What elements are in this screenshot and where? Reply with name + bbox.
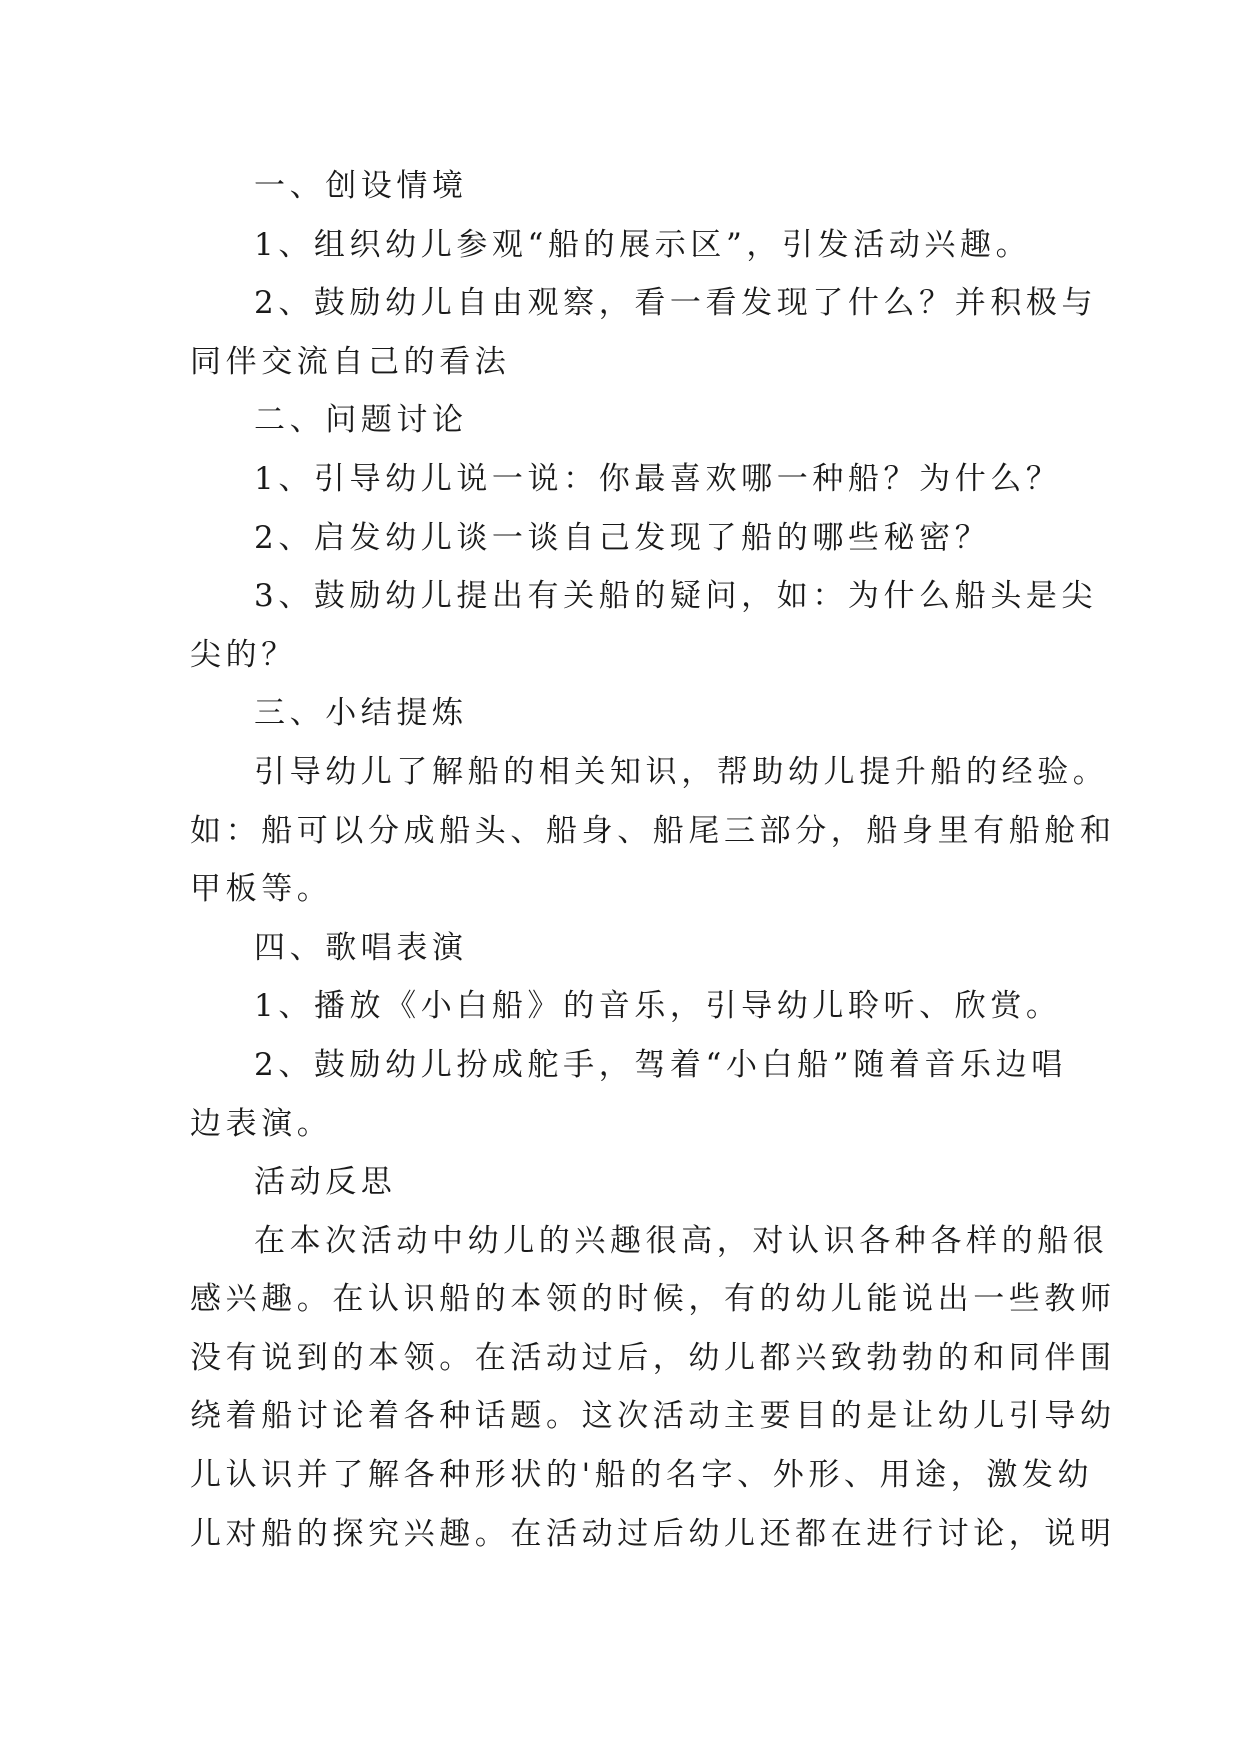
paragraph-line: 同伴交流自己的看法 [190,343,511,380]
paragraph-line: 2、启发幼儿谈一谈自己发现了船的哪些秘密？ [254,519,991,556]
section-heading-4: 四、歌唱表演 [254,929,468,966]
paragraph-line: 甲板等。 [190,871,333,908]
paragraph-line: 绕着船讨论着各种话题。这次活动主要目的是让幼儿引导幼 [190,1398,1116,1435]
paragraph-line: 尖的？ [190,636,297,673]
paragraph-line: 1、播放《小白船》的音乐，引导幼儿聆听、欣赏。 [254,988,1062,1025]
section-heading-reflection: 活动反思 [254,1164,397,1201]
paragraph-line: 如：船可以分成船头、船身、船尾三部分，船身里有船舱和 [190,812,1116,849]
paragraph-line: 在本次活动中幼儿的兴趣很高，对认识各种各样的船很 [254,1222,1109,1259]
paragraph-line: 儿认识并了解各种形状的'船的名字、外形、用途，激发幼 [190,1457,1094,1494]
section-heading-2: 二、问题讨论 [254,402,468,439]
paragraph-line: 1、组织幼儿参观“船的展示区”，引发活动兴趣。 [254,226,1032,263]
section-heading-3: 三、小结提炼 [254,695,468,732]
paragraph-line: 2、鼓励幼儿自由观察，看一看发现了什么？并积极与 [254,285,1098,322]
paragraph-line: 感兴趣。在认识船的本领的时候，有的幼儿能说出一些教师 [190,1281,1116,1318]
paragraph-line: 2、鼓励幼儿扮成舵手，驾着“小白船”随着音乐边唱 [254,1046,1067,1083]
paragraph-line: 边表演。 [190,1105,333,1142]
paragraph-line: 引导幼儿了解船的相关知识，帮助幼儿提升船的经验。 [254,753,1109,790]
section-heading-1: 一、创设情境 [254,168,468,204]
paragraph-line: 儿对船的探究兴趣。在活动过后幼儿还都在进行讨论，说明 [190,1515,1116,1552]
document-body [190,157,1116,1563]
paragraph-line: 1、引导幼儿说一说：你最喜欢哪一种船？为什么？ [254,460,1062,497]
paragraph-line: 没有说到的本领。在活动过后，幼儿都兴致勃勃的和同伴围 [190,1339,1116,1376]
paragraph-line: 3、鼓励幼儿提出有关船的疑问，如：为什么船头是尖 [254,578,1098,615]
